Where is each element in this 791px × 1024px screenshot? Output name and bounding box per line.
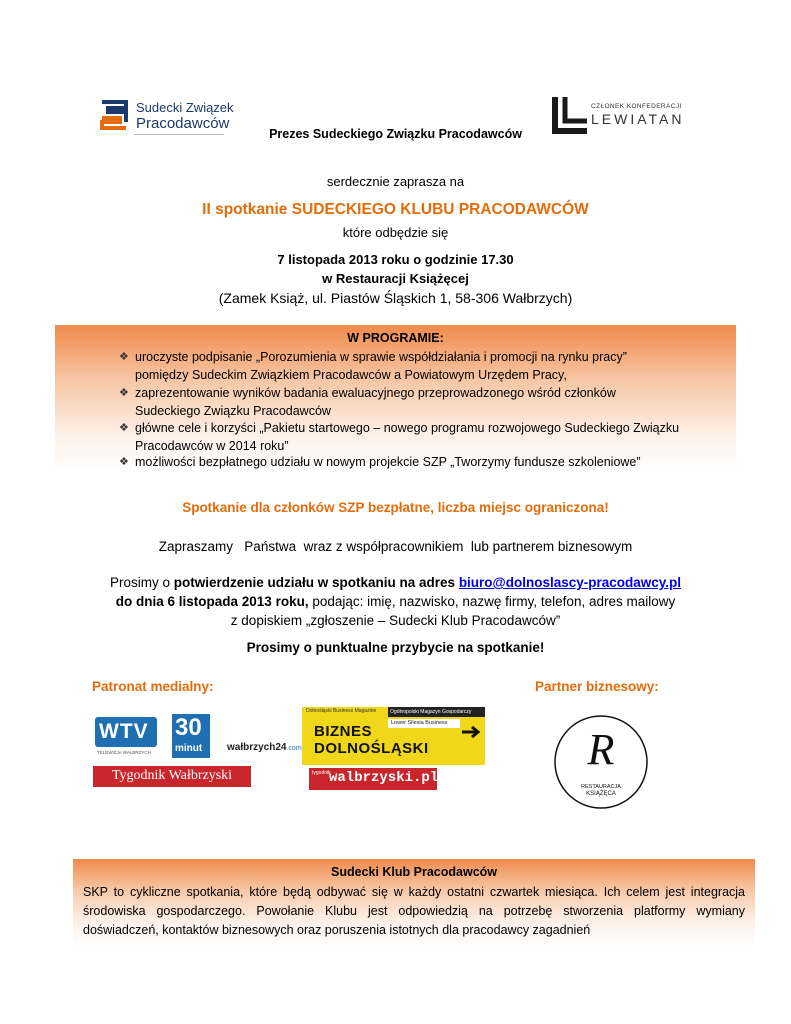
invite-line: Zapraszamy Państwa wraz z współpracownikiem lub partnerem biznesowym xyxy=(158,539,633,554)
deadline-rest: podając: imię, nazwisko, nazwę firmy, telefon, adres mailowy xyxy=(308,594,676,609)
punctual-line: Prosimy o punktualne przybycie na spotkanie! xyxy=(246,640,545,655)
program-item-line: zaprezentowanie wyników badania ewaluacyjnego przeprowadzonego wśród członków xyxy=(135,386,616,400)
walbrzych24-logo xyxy=(227,737,302,753)
walbrzyski-pl-text: walbrzyski.pl xyxy=(329,770,439,786)
rsvp-bold: potwierdzenie udziału w spotkaniu na adres xyxy=(173,575,456,590)
program-box xyxy=(55,325,736,472)
30-minut-logo xyxy=(172,714,210,758)
event-place: w Restauracji Książęcej xyxy=(322,271,469,286)
biznes-word1: BIZNES xyxy=(314,723,373,740)
wtv-logo xyxy=(95,717,157,759)
restauracja-letter: R xyxy=(587,725,615,774)
biznes-dolnoslaski-logo xyxy=(302,707,485,765)
program-item xyxy=(119,419,680,455)
szp-logo-line2: Pracodawców xyxy=(136,115,230,132)
biznes-top-left: Dolnośląski Business Magazine xyxy=(306,708,377,714)
event-date: 7 listopada 2013 roku o godzinie 17.30 xyxy=(277,252,514,267)
diamond-bullet-icon: ❖ xyxy=(119,456,129,468)
event-title: II spotkanie SUDECKIEGO KLUBU PRACODAWCÓW xyxy=(202,201,589,218)
arrow-right-icon xyxy=(462,725,482,739)
deadline-line xyxy=(0,594,791,609)
restauracja-line1: RESTAURACJA xyxy=(581,784,621,790)
biznes-top-right: Ogólnopolski Magazyn Gospodarczy xyxy=(388,707,485,717)
diamond-bullet-icon: ❖ xyxy=(119,351,129,363)
event-address: (Zamek Książ, ul. Piastów Śląskich 1, 58-306 Wałbrzych) xyxy=(218,290,573,306)
program-item-line: pomiędzy Sudeckim Związkiem Pracodawców a Powiatowym Urzędem Pracy, xyxy=(135,368,567,382)
program-item-line: Sudeckiego Związku Pracodawców xyxy=(135,404,331,418)
szp-logo-line1: Sudecki Związek xyxy=(136,100,234,115)
skp-title: Sudecki Klub Pracodawców xyxy=(330,865,497,879)
skp-body: SKP to cykliczne spotkania, które będą odbywać się w każdy ostatni czwartek miesiąca. Ich celem jest integracja środowiska gospodarczego. Powołanie Klubu jest odpowiedzią na potrzebę stworzenia platformy wymiany doświadczeń, kontaktów biznesowych oraz poruszenia istotnych dla pracodawcy zagadnień xyxy=(83,885,745,937)
lewiatan-logo-small: CZŁONEK KONFEDERACJI xyxy=(591,103,682,110)
which-line: które odbędzie się xyxy=(342,225,449,240)
program-heading: W PROGRAMIE: xyxy=(347,331,444,345)
skp-info-box xyxy=(73,859,755,947)
restauracja-ksiazeca-logo xyxy=(553,714,649,810)
media-patron-label: Patronat medialny: xyxy=(92,679,214,694)
president-line: Prezes Sudeckiego Związku Pracodawców xyxy=(269,127,522,141)
program-item-line: uroczyste podpisanie „Porozumienia w sprawie współdziałania i promocji na rynku pracy” xyxy=(135,350,627,364)
30-minut-word: minut xyxy=(175,743,203,754)
biznes-subtitle: Lower Silesia Business xyxy=(388,719,460,728)
wtv-logo-text: WTV xyxy=(99,720,149,743)
tygodnik-walbrzyski-logo xyxy=(93,766,251,787)
free-notice: Spotkanie dla członków SZP bezpłatne, liczba miejsc ograniczona! xyxy=(182,500,609,515)
wtv-logo-subtitle: TELEWIZJA WAŁBRZYCH xyxy=(97,750,151,755)
diamond-bullet-icon: ❖ xyxy=(119,422,129,434)
restauracja-line2: KSIĄŻĘCA xyxy=(586,791,616,797)
walbrzych24-text: wałbrzych24 xyxy=(227,742,287,753)
rsvp-prefix: Prosimy o xyxy=(109,575,174,590)
program-item xyxy=(119,348,627,384)
walbrzyski-prefix: tygodnik xyxy=(312,770,331,776)
diamond-bullet-icon: ❖ xyxy=(119,387,129,399)
program-item xyxy=(119,384,616,420)
program-item xyxy=(119,453,641,471)
program-item-line: możliwości bezpłatnego udziału w nowym projekcie SZP „Tworzymy fundusze szkoleniowe” xyxy=(135,455,641,469)
walbrzych24-suffix: .com xyxy=(286,745,302,752)
biznes-word2: DOLNOŚLĄSKI xyxy=(314,740,429,757)
business-partner-label: Partner biznesowy: xyxy=(535,679,659,694)
tygodnik-text: Tygodnik Wałbrzyski xyxy=(111,768,233,783)
program-item-line: główne cele i korzyści „Pakietu startowego – nowego programu rozwojowego Sudeckiego Związku xyxy=(135,421,680,435)
deadline-bold: do dnia 6 listopada 2013 roku, xyxy=(115,594,309,609)
rsvp-note: z dopiskiem „zgłoszenie – Sudecki Klub Pracodawców” xyxy=(230,613,561,628)
walbrzyski-pl-logo xyxy=(309,768,437,790)
30-minut-number: 30 xyxy=(175,714,202,741)
lewiatan-logo-big: LEWIATAN xyxy=(591,111,685,127)
rsvp-line xyxy=(0,575,791,590)
invites-line: serdecznie zaprasza na xyxy=(326,174,465,189)
email-link[interactable]: biuro@dolnoslascy-pracodawcy.pl xyxy=(458,575,682,590)
program-item-line: Pracodawców w 2014 roku” xyxy=(135,439,289,453)
